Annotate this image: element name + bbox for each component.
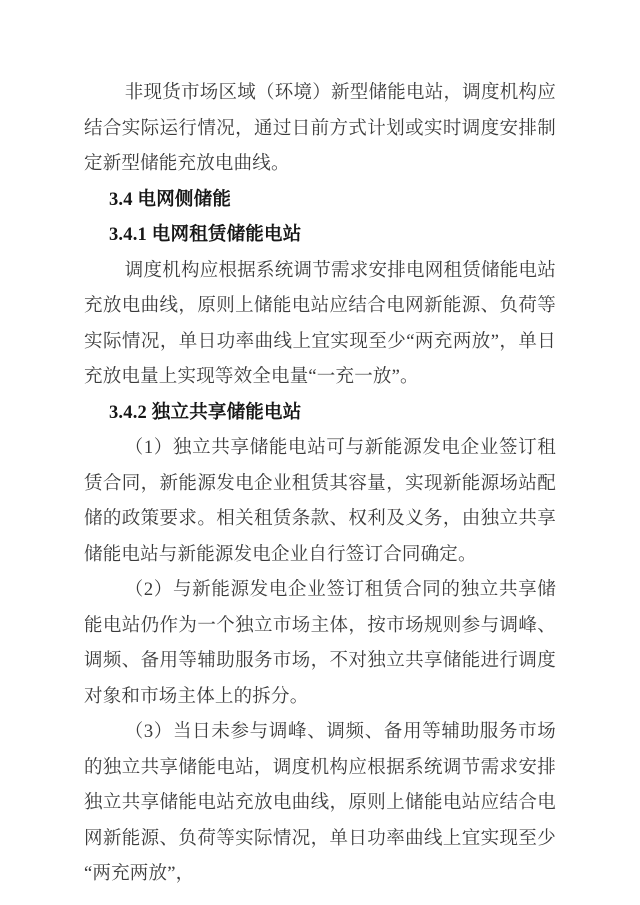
paragraph-intro-non-spot-market: 非现货市场区域（环境）新型储能电站，调度机构应结合实际运行情况，通过日前方式计划或实时调度安排制定新型储能充放电曲线。 — [84, 83, 556, 174]
paragraph-item-2-independent-market-entity: （2）与新能源发电企业签订租赁合同的独立共享储能电站仍作为一个独立市场主体，按市场规则参与调峰、调频、备用等辅助服务市场，不对独立共享储能进行调度对象和市场主体上的拆分。 — [84, 580, 556, 707]
paragraph-grid-leased-storage-dispatch: 调度机构应根据系统调节需求安排电网租赁储能电站充放电曲线，原则上储能电站应结合电网新能源、负荷等实际情况，单日功率曲线上宜实现至少“两充两放”，单日充放电量上实现等效全电量“一充一放”。 — [84, 260, 556, 387]
paragraph-item-3-non-participating-stations: （3）当日未参与调峰、调频、备用等辅助服务市场的独立共享储能电站，调度机构应根据系统调节需求安排独立共享储能电站充放电曲线，原则上储能电站应结合电网新能源、负荷等实际情况，单日功率曲线上宜实现至少“两充两放”， — [84, 722, 556, 884]
paragraph-item-1-lease-contract: （1）独立共享储能电站可与新能源发电企业签订租赁合同，新能源发电企业租赁其容量，实现新能源场站配储的政策要求。相关租赁条款、权利及义务，由独立共享储能电站与新能源发电企业自行签订合同确定。 — [84, 438, 556, 565]
heading-3-4-2-independent-shared-storage-station: 3.4.2 独立共享储能电站 — [108, 402, 302, 423]
heading-3-4-1-grid-leased-storage-station: 3.4.1 电网租赁储能电站 — [108, 225, 302, 245]
heading-3-4-grid-side-storage: 3.4 电网侧储能 — [108, 189, 232, 210]
